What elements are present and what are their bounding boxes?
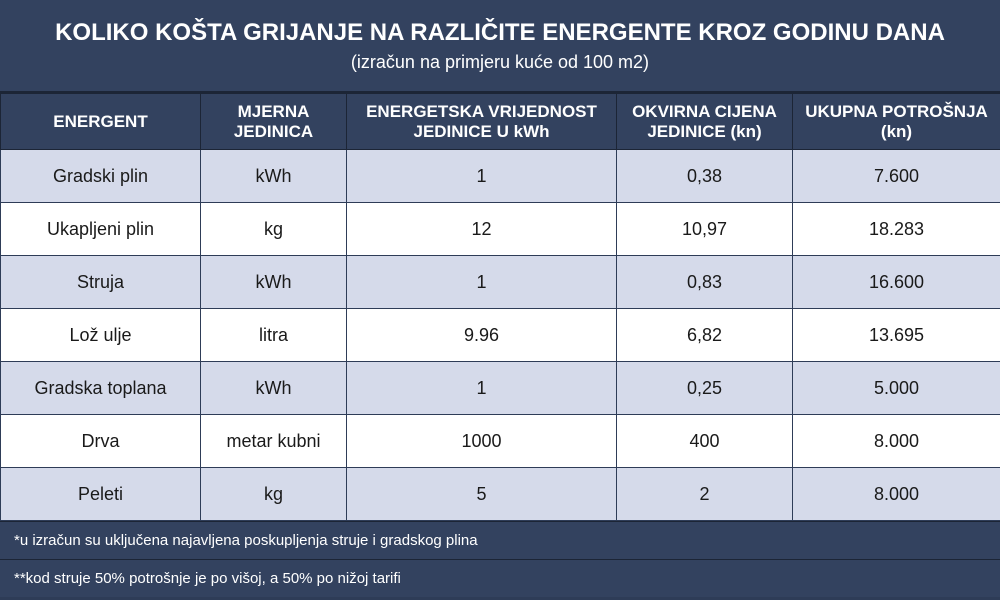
cell-jedinica: kWh bbox=[201, 150, 347, 203]
cell-energent: Lož ulje bbox=[1, 309, 201, 362]
cell-cijena: 6,82 bbox=[617, 309, 793, 362]
cell-jedinica: kWh bbox=[201, 256, 347, 309]
cell-potrosnja: 8.000 bbox=[793, 415, 1000, 468]
cell-jedinica: kWh bbox=[201, 362, 347, 415]
table-row bbox=[1, 150, 1000, 203]
cell-vrijednost: 1 bbox=[347, 362, 617, 415]
cell-jedinica: kg bbox=[201, 203, 347, 256]
column-header-ukupna-potrosnja: UKUPNA POTROŠNJA (kn) bbox=[793, 94, 1000, 150]
cost-table bbox=[0, 93, 1000, 521]
cell-jedinica: kg bbox=[201, 468, 347, 521]
header bbox=[0, 0, 1000, 93]
cell-cijena: 10,97 bbox=[617, 203, 793, 256]
cell-cijena: 0,25 bbox=[617, 362, 793, 415]
cell-potrosnja: 16.600 bbox=[793, 256, 1000, 309]
cell-vrijednost: 1 bbox=[347, 256, 617, 309]
page-title: KOLIKO KOŠTA GRIJANJE NA RAZLIČITE ENERGENTE KROZ GODINU DANA bbox=[55, 18, 945, 46]
cell-potrosnja: 18.283 bbox=[793, 203, 1000, 256]
cell-potrosnja: 13.695 bbox=[793, 309, 1000, 362]
cell-cijena: 0,83 bbox=[617, 256, 793, 309]
cell-energent: Gradski plin bbox=[1, 150, 201, 203]
cell-vrijednost: 9.96 bbox=[347, 309, 617, 362]
cell-jedinica: metar kubni bbox=[201, 415, 347, 468]
cell-jedinica: litra bbox=[201, 309, 347, 362]
cell-vrijednost: 12 bbox=[347, 203, 617, 256]
table-row bbox=[1, 203, 1000, 256]
footnote-2: **kod struje 50% potrošnje je po višoj, a 50% po nižoj tarifi bbox=[0, 559, 1000, 597]
cell-cijena: 2 bbox=[617, 468, 793, 521]
table-row bbox=[1, 309, 1000, 362]
cell-energent: Struja bbox=[1, 256, 201, 309]
cell-energent: Gradska toplana bbox=[1, 362, 201, 415]
column-header-mjerna-jedinica: MJERNA JEDINICA bbox=[201, 94, 347, 150]
cell-cijena: 400 bbox=[617, 415, 793, 468]
cell-vrijednost: 1000 bbox=[347, 415, 617, 468]
cell-potrosnja: 7.600 bbox=[793, 150, 1000, 203]
cell-energent: Peleti bbox=[1, 468, 201, 521]
cell-cijena: 0,38 bbox=[617, 150, 793, 203]
cell-vrijednost: 1 bbox=[347, 150, 617, 203]
cell-potrosnja: 5.000 bbox=[793, 362, 1000, 415]
table-header-row bbox=[1, 94, 1000, 150]
cell-energent: Ukapljeni plin bbox=[1, 203, 201, 256]
page-subtitle: (izračun na primjeru kuće od 100 m2) bbox=[350, 51, 650, 72]
footnote-1: *u izračun su uključena najavljena poskupljenja struje i gradskog plina bbox=[0, 521, 1000, 559]
table-row bbox=[1, 362, 1000, 415]
table-row bbox=[1, 468, 1000, 521]
column-header-energetska-vrijednost: ENERGETSKA VRIJEDNOST JEDINICE U kWh bbox=[347, 94, 617, 150]
column-header-okvirna-cijena: OKVIRNA CIJENA JEDINICE (kn) bbox=[617, 94, 793, 150]
column-header-energent: ENERGENT bbox=[1, 94, 201, 150]
cell-vrijednost: 5 bbox=[347, 468, 617, 521]
table-row bbox=[1, 415, 1000, 468]
cell-potrosnja: 8.000 bbox=[793, 468, 1000, 521]
cell-energent: Drva bbox=[1, 415, 201, 468]
table-row bbox=[1, 256, 1000, 309]
